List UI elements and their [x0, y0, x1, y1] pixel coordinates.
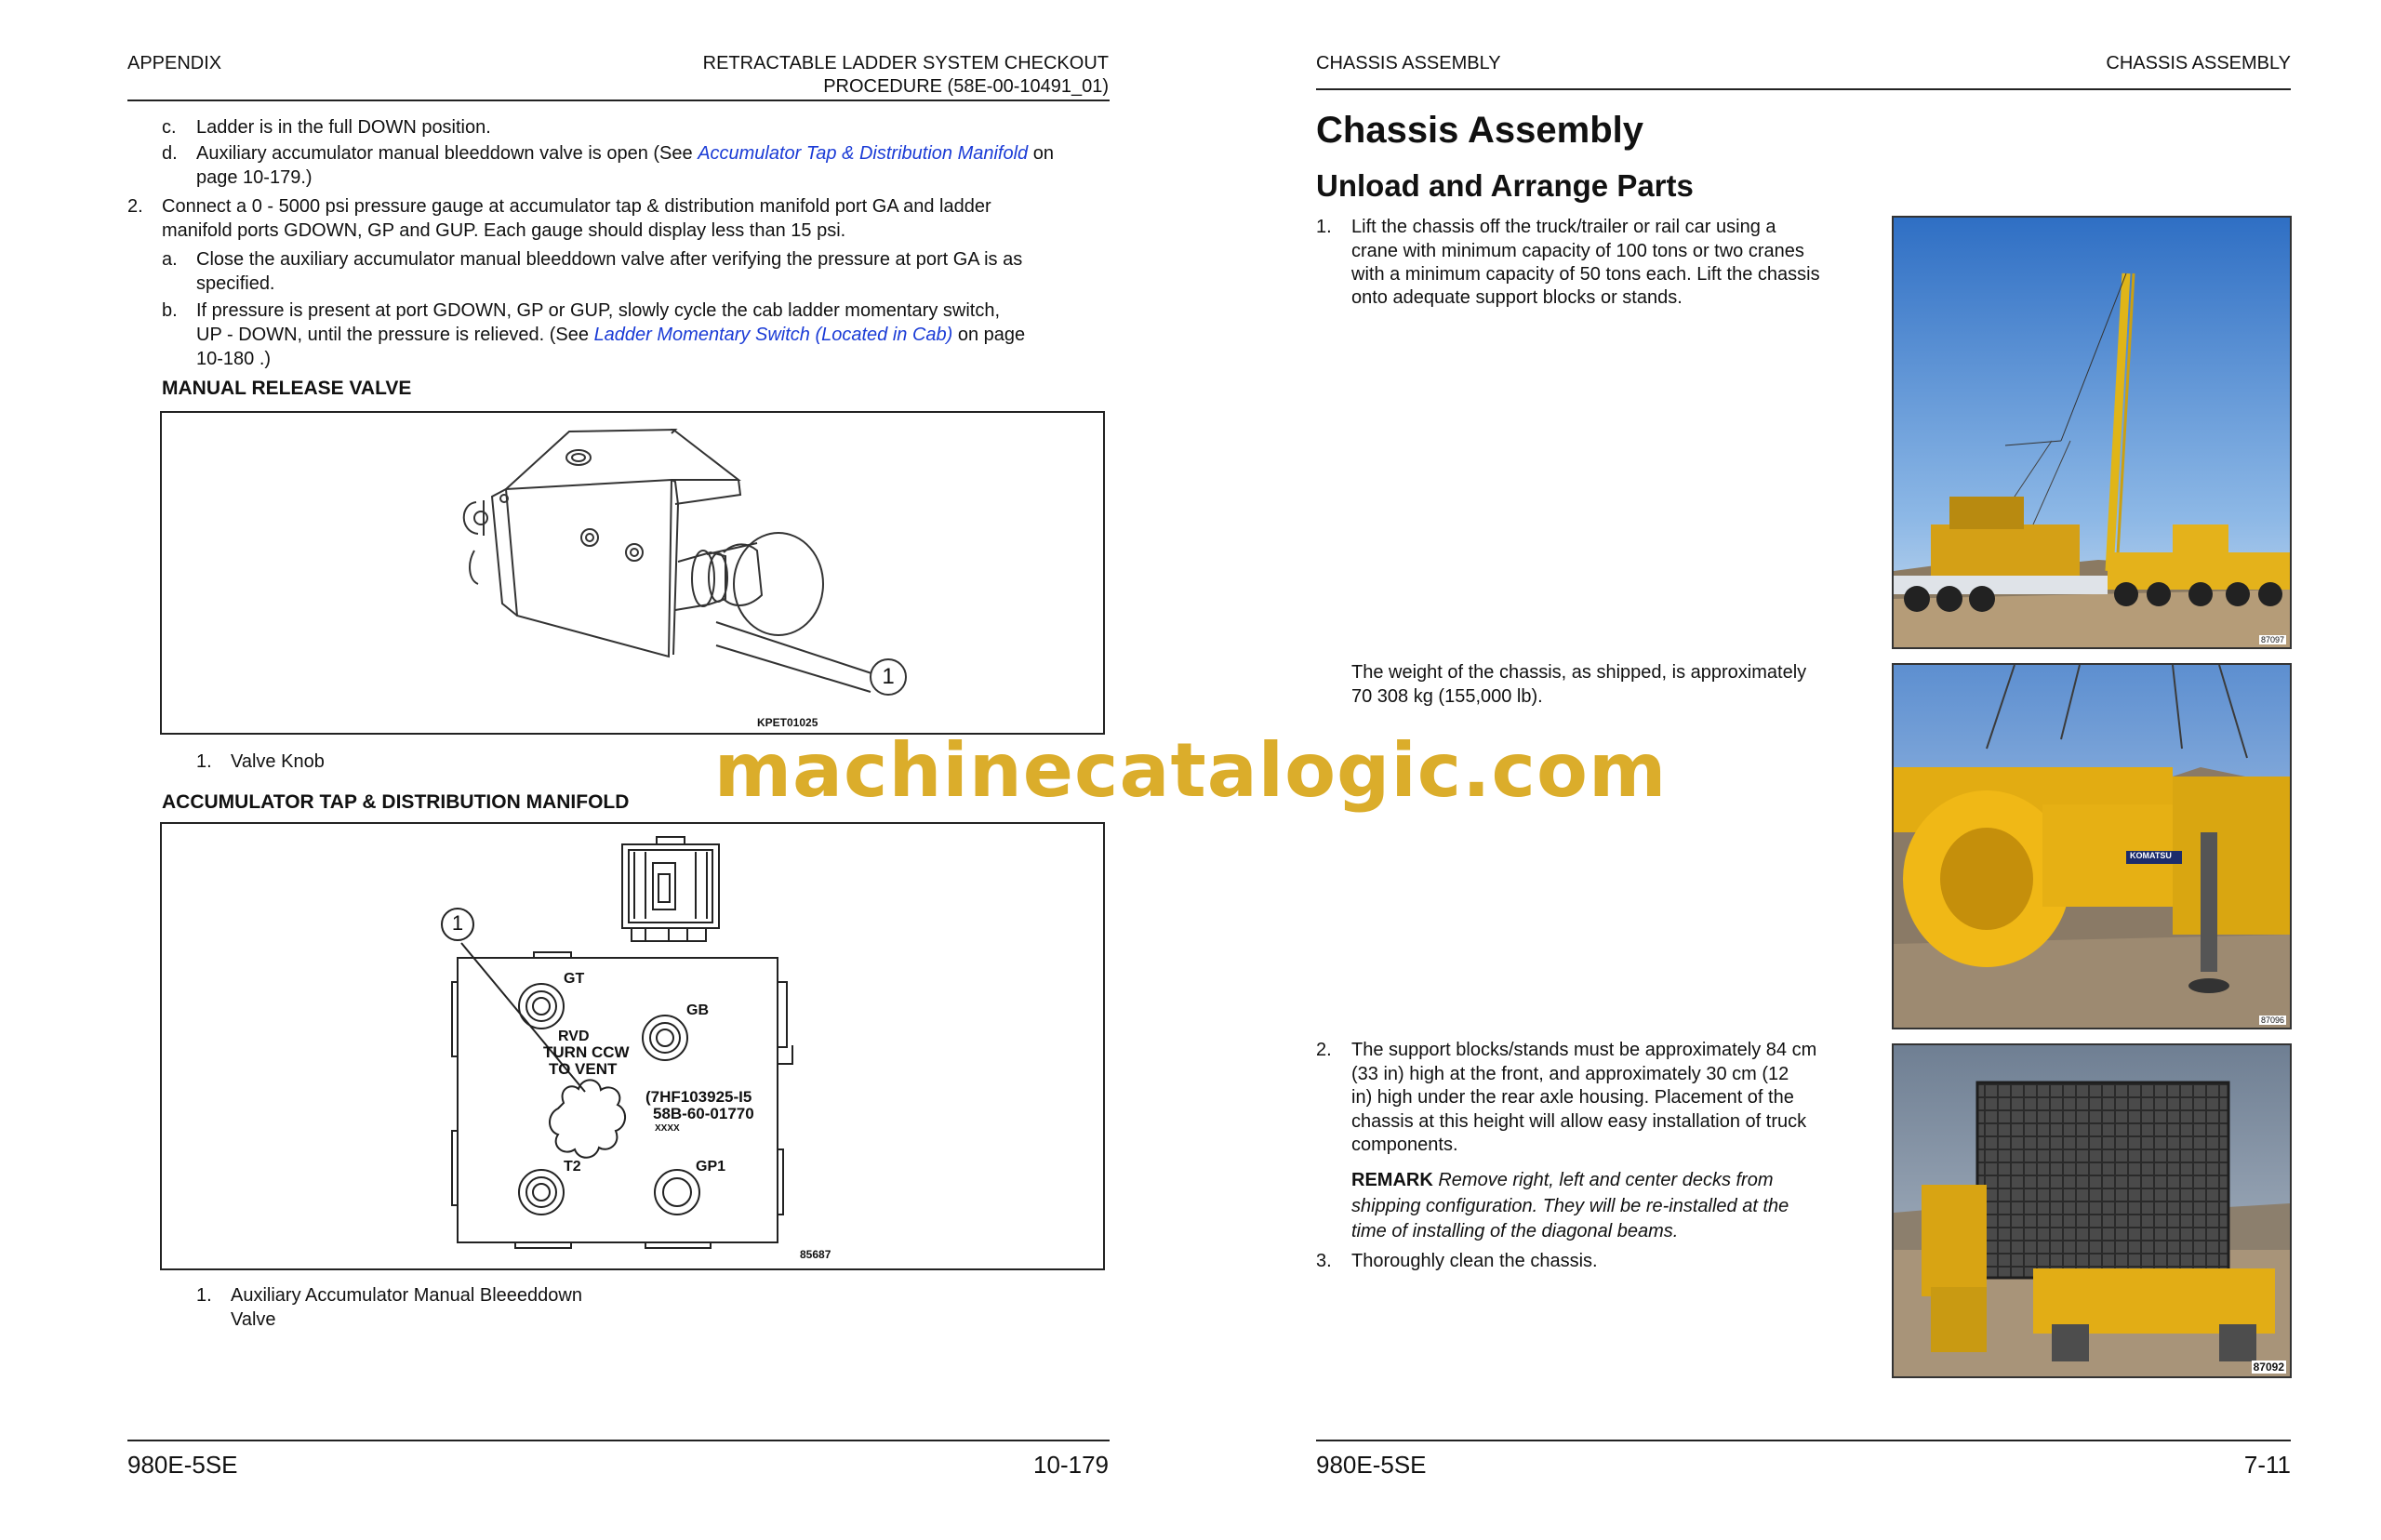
step-2-marker: 2.	[127, 196, 143, 217]
fig1-frame	[160, 411, 1105, 735]
photo-chassis-suspended	[1892, 663, 2292, 1029]
label-turn-ccw: TURN CCW	[543, 1043, 630, 1061]
fig2-title: ACCUMULATOR TAP & DISTRIBUTION MANIFOLD	[162, 791, 630, 813]
remark-label: REMARK	[1351, 1170, 1433, 1190]
chassis-step-1-line4: onto adequate support blocks or stands.	[1351, 287, 1683, 308]
right-footer-model: 980E-5SE	[1316, 1451, 1427, 1479]
left-footer-page-number: 10-179	[1033, 1451, 1109, 1479]
fig1-figure-code: KPET01025	[757, 716, 818, 729]
remark-text-line1: Remove right, left and center decks from	[1432, 1170, 1774, 1190]
step-c-text: Ladder is in the full DOWN position.	[196, 117, 491, 138]
watermark-text: machinecatalogic.com	[713, 727, 1668, 814]
fig1-title: MANUAL RELEASE VALVE	[162, 378, 412, 399]
port-label-t2: T2	[564, 1159, 581, 1175]
remark-line2: shipping configuration. They will be re-installed at the	[1351, 1196, 1789, 1216]
weight-line1: The weight of the chassis, as shipped, is approximately	[1351, 662, 1807, 683]
left-header-title-line1: RETRACTABLE LADDER SYSTEM CHECKOUT	[702, 53, 1109, 73]
left-footer-model: 980E-5SE	[127, 1451, 238, 1479]
fig2-item-line2: Valve	[231, 1309, 276, 1330]
step-d-marker: d.	[162, 143, 178, 164]
label-to-vent: TO VENT	[549, 1060, 618, 1078]
fig2-item-marker: 1.	[196, 1285, 212, 1306]
step-2b-line2-post: on page	[952, 325, 1026, 345]
photo2-brand-label: KOMATSU	[2130, 851, 2172, 860]
label-rvd: RVD	[558, 1029, 590, 1044]
step-2b-line1: If pressure is present at port GDOWN, GP or GUP, slowly cycle the cab ladder momentary switch,	[196, 300, 1001, 321]
step-d-text	[196, 141, 1054, 166]
step-2b-line3: 10-180 .)	[196, 349, 272, 369]
photo2-code: 87096	[2260, 1016, 2284, 1025]
remark-line1	[1351, 1167, 1774, 1193]
chassis-step-3-text: Thoroughly clean the chassis.	[1351, 1251, 1598, 1271]
chassis-step-2-line5: components.	[1351, 1135, 1458, 1155]
photo-chassis-on-blocks	[1892, 1043, 2292, 1378]
fig2-item-line1: Auxiliary Accumulator Manual Bleeeddown	[231, 1285, 582, 1306]
photo-crane-lift	[1892, 216, 2292, 649]
right-header-section: CHASSIS ASSEMBLY	[1316, 53, 1501, 73]
step-2-line2: manifold ports GDOWN, GP and GUP. Each gauge should display less than 15 psi.	[162, 220, 846, 241]
remark-line3: time of installing of the diagonal beams.	[1351, 1221, 1679, 1241]
step-2a-marker: a.	[162, 249, 178, 270]
chassis-step-1-line3: with a minimum capacity of 50 tons each. Lift the chassis	[1351, 264, 1820, 285]
fig1-callout-number: 1	[882, 664, 895, 689]
chassis-step-2-marker: 2.	[1316, 1040, 1332, 1060]
step-2b-line2-pre: UP - DOWN, until the pressure is relieved. (See	[196, 325, 594, 345]
chassis-step-1-line1: Lift the chassis off the truck/trailer or rail car using a	[1351, 217, 1776, 237]
step-2b-marker: b.	[162, 300, 178, 321]
right-header-rule	[1316, 88, 2291, 90]
port-label-gb: GB	[686, 1002, 709, 1018]
page-title: Chassis Assembly	[1316, 110, 1644, 151]
fig1-item-text: Valve Knob	[231, 751, 325, 772]
left-footer-rule	[127, 1440, 1110, 1441]
left-header-section: APPENDIX	[127, 53, 222, 73]
right-footer-page-number: 7-11	[2243, 1451, 2291, 1479]
step-d-text-line2: page 10-179.)	[196, 167, 313, 188]
chassis-step-3-marker: 3.	[1316, 1251, 1332, 1271]
ladder-momentary-switch-link[interactable]: Ladder Momentary Switch (Located in Cab)	[593, 325, 953, 345]
chassis-step-2-line2: (33 in) high at the front, and approximately 30 cm (12	[1351, 1064, 1789, 1084]
left-header-rule	[127, 100, 1110, 101]
step-d-text-post: on	[1028, 143, 1054, 164]
fig2-frame	[160, 822, 1105, 1270]
right-footer-rule	[1316, 1440, 2291, 1441]
photo3-code: 87092	[2253, 1361, 2284, 1374]
manifold-drawing	[162, 824, 1103, 1268]
port-label-gp1: GP1	[696, 1159, 726, 1175]
port-label-gt: GT	[564, 971, 585, 987]
label-part-number-2: 58B-60-01770	[653, 1105, 754, 1122]
step-c-marker: c.	[162, 117, 177, 138]
label-part-number-1: (7HF103925-I5	[645, 1088, 752, 1106]
chassis-step-2-line3: in) high under the rear axle housing. Placement of the	[1351, 1087, 1794, 1108]
step-2b-line2	[196, 323, 1025, 347]
fig2-figure-code: 85687	[800, 1248, 831, 1261]
photo1-code: 87097	[2260, 635, 2284, 644]
left-header-title-line2: PROCEDURE (58E-00-10491_01)	[823, 76, 1109, 97]
crane-lift-illustration	[1894, 218, 2290, 647]
fig2-callout-number: 1	[451, 911, 464, 935]
step-2a-line2: specified.	[196, 273, 275, 294]
chassis-step-1-line2: crane with minimum capacity of 100 tons or two cranes	[1351, 241, 1804, 261]
chassis-step-1-marker: 1.	[1316, 217, 1332, 237]
accumulator-tap-link[interactable]: Accumulator Tap & Distribution Manifold	[698, 143, 1029, 164]
label-xxxx: XXXX	[655, 1123, 680, 1134]
manual-release-valve-drawing	[162, 413, 1103, 733]
chassis-on-blocks-illustration	[1894, 1045, 2290, 1376]
step-2a-line1: Close the auxiliary accumulator manual bleeddown valve after verifying the pressure at port GA is as	[196, 249, 1023, 270]
right-header-title: CHASSIS ASSEMBLY	[2106, 53, 2291, 73]
step-2-line1: Connect a 0 - 5000 psi pressure gauge at accumulator tap & distribution manifold port GA and ladder	[162, 196, 991, 217]
fig1-item-marker: 1.	[196, 751, 212, 772]
chassis-step-2-line4: chassis at this height will allow easy installation of truck	[1351, 1111, 1807, 1132]
chassis-suspended-illustration	[1894, 665, 2290, 1028]
chassis-step-2-line1: The support blocks/stands must be approximately 84 cm	[1351, 1040, 1817, 1060]
page-subtitle: Unload and Arrange Parts	[1316, 168, 1694, 203]
weight-line2: 70 308 kg (155,000 lb).	[1351, 686, 1543, 707]
step-d-text-pre: Auxiliary accumulator manual bleeddown valve is open (See	[196, 143, 698, 164]
